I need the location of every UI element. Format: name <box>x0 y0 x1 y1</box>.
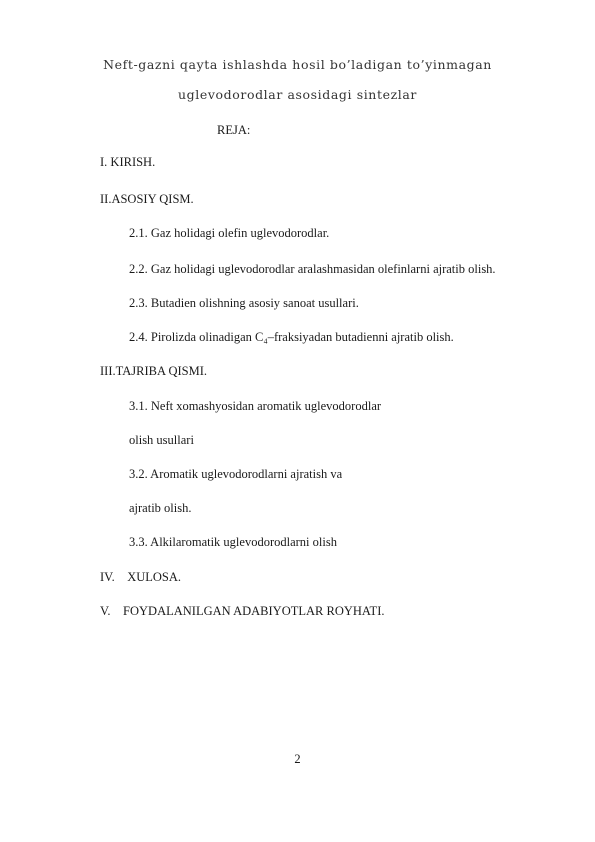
outline-item-3-2-continued: ajratib olish. <box>129 501 192 515</box>
outline-item-3-2: 3.2. Aromatik uglevodorodlarni ajratish va <box>129 467 343 481</box>
outline-section-intro: I. KIRISH. <box>100 155 156 169</box>
outline-item-3-3: 3.3. Alkilaromatik uglevodorodlarni olish <box>129 535 337 549</box>
outline-item-2-1: 2.1. Gaz holidagi olefin uglevodorodlar. <box>129 226 330 240</box>
plan-heading: REJA: <box>217 123 251 137</box>
page-number: 2 <box>294 752 301 766</box>
document-title-line-1: Neft-gazni qayta ishlashda hosil bo’ladigan to’yinmagan <box>103 57 492 72</box>
document-title-line-2: uglevodorodlar asosidagi sintezlar <box>178 87 417 102</box>
outline-item-2-2: 2.2. Gaz holidagi uglevodorodlar aralashmasidan olefinlarni ajratib olish. <box>129 262 496 276</box>
outline-section-main: II.ASOSIY QISM. <box>100 192 194 206</box>
outline-item-2-4: 2.4. Pirolizda olinadigan C₄–fraksiyadan butadienni ajratib olish. <box>129 330 454 344</box>
outline-section-experimental: III.TAJRIBA QISMI. <box>100 364 207 378</box>
outline-section-references: V. FOYDALANILGAN ADABIYOTLAR ROYHATI. <box>100 604 385 618</box>
outline-section-conclusion: IV. XULOSA. <box>100 570 182 584</box>
outline-item-3-1-continued: olish usullari <box>129 433 194 447</box>
outline-item-3-1: 3.1. Neft xomashyosidan aromatik uglevodorodlar <box>129 399 382 413</box>
outline-item-2-3: 2.3. Butadien olishning asosiy sanoat usullari. <box>129 296 359 310</box>
